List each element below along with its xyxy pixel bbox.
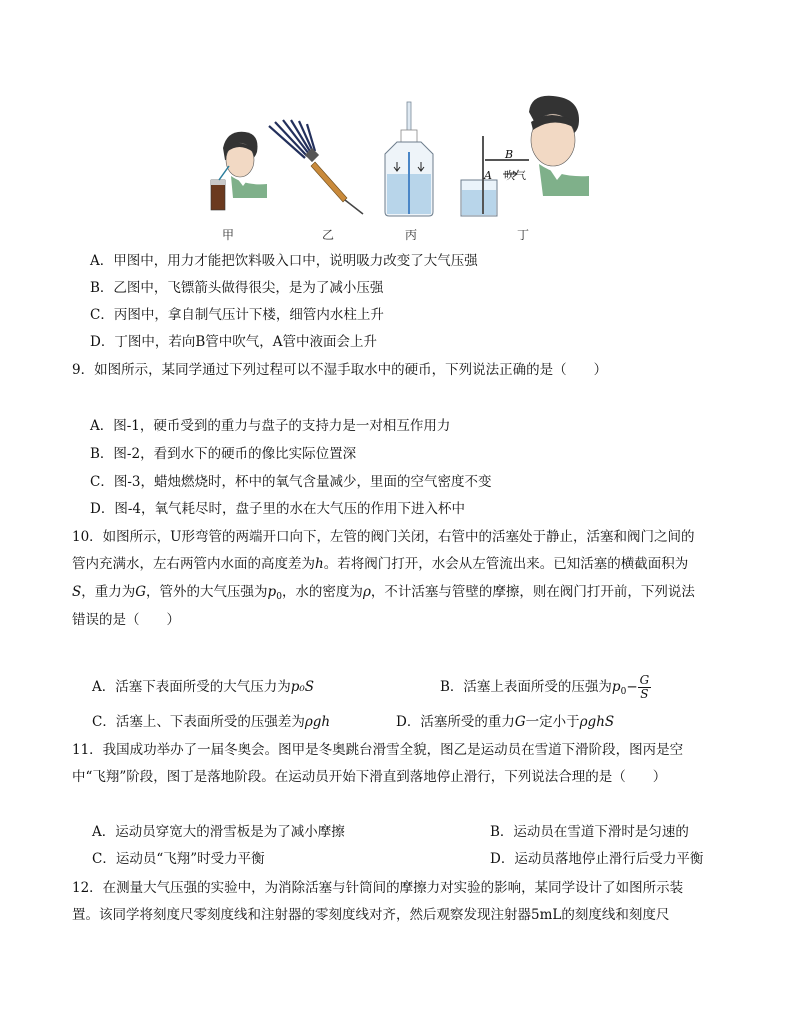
q11-option-a: A．运动员穿宽大的滑雪板是为了减小摩擦 [92, 824, 345, 840]
q8-option-b: B．乙图中，飞镖箭头做得很尖，是为了减小压强 [90, 280, 384, 296]
q11-line-1: 11．我国成功举办了一届冬奥会。图甲是冬奥跳台滑雪全貌，图乙是运动员在雪道下滑阶段，图丙是空 [72, 742, 684, 758]
q10-option-a: A．活塞下表面所受的大气压力为p₀S [92, 679, 315, 695]
caption-jia: 甲 [222, 228, 235, 242]
label-a: A [484, 169, 492, 182]
caption-yi: 乙 [322, 228, 335, 242]
q12-line-2: 置。该同学将刻度尺零刻度线和注射器的零刻度线对齐，然后观察发现注射器5mL的刻度线和刻度尺 [72, 907, 670, 923]
q10-line-1: 10．如图所示，U形弯管的两端开口向下，左管的阀门关闭，右管中的活塞处于静止，活塞和阀门之间的 [72, 529, 695, 545]
caption-bing: 丙 [405, 228, 418, 242]
q8-option-a: A．甲图中，用力才能把饮料吸入口中，说明吸力改变了大气压强 [90, 253, 478, 269]
label-b: B [505, 148, 514, 161]
q10-option-d: D．活塞所受的重力G一定小于ρghS [396, 714, 615, 730]
q10-line-4: 错误的是（ ） [72, 612, 180, 628]
label-blow: 吹气 [504, 169, 526, 182]
q9-option-a: A．图-1，硬币受到的重力与盘子的支持力是一对相互作用力 [90, 418, 451, 434]
q10-line-2: 管内充满水，左右两管内水面的高度差为h。若将阀门打开，水会从左管流出来。已知活塞的横截面积为 [72, 556, 689, 572]
q11-line-2: 中“飞翔”阶段，图丁是落地阶段。在运动员开始下滑直到落地停止滑行，下列说法合理的是（ ） [72, 769, 667, 785]
q8-option-c: C．丙图中，拿自制气压计下楼，细管内水柱上升 [90, 307, 384, 323]
q11-option-d: D．运动员落地停止滑行后受力平衡 [490, 851, 704, 867]
q10-option-c: C．活塞上、下表面所受的压强差为ρgh [92, 714, 331, 730]
figure-bing [383, 100, 439, 218]
fraction-g-over-s: $\frac{G}{S}$ [639, 673, 650, 701]
q11-option-b: B．运动员在雪道下滑时是匀速的 [490, 824, 689, 840]
q12-line-1: 12．在测量大气压强的实验中，为消除活塞与针筒间的摩擦力对实验的影响，某同学设计了如图所示装 [72, 880, 684, 896]
q10-line-3: S，重力为G，管外的大气压强为$p_0$，水的密度为ρ，不计活塞与管壁的摩擦，则在阀门打开前，下列说法 [72, 584, 695, 602]
caption-ding: 丁 [517, 228, 530, 242]
q9-option-b: B．图-2，看到水下的硬币的像比实际位置深 [90, 446, 357, 462]
figure-yi [265, 118, 370, 218]
q8-option-d: D．丁图中，若向B管中吹气，A管中液面会上升 [90, 334, 377, 350]
q9-option-c: C．图-3，蜡烛燃烧时，杯中的氧气含量减少，里面的空气密度不变 [90, 474, 492, 490]
q11-option-c: C．运动员“飞翔”时受力平衡 [92, 851, 265, 867]
q9-stem: 9．如图所示，某同学通过下列过程可以不湿手取水中的硬币，下列说法正确的是（ ） [72, 362, 608, 378]
q10-option-b: B．活塞上表面所受的压强为$p_0-$ $\frac{G}{S}$ [440, 673, 650, 701]
q9-option-d: D．图-4，氧气耗尽时，盘子里的水在大气压的作用下进入杯中 [90, 501, 465, 517]
figure-ding [455, 92, 595, 222]
